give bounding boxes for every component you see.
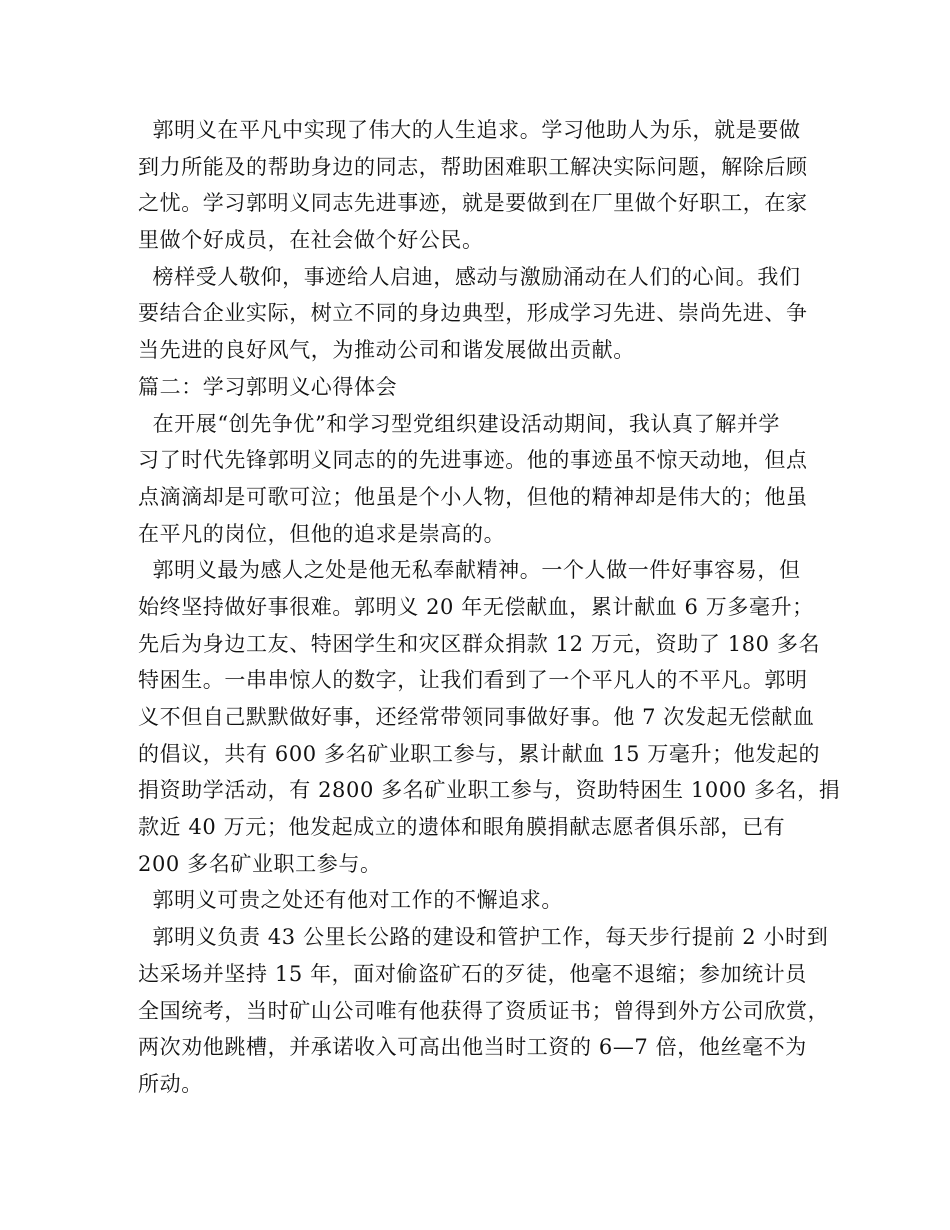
text-line: 的倡议，共有 600 多名矿业职工参与，累计献血 15 万毫升；他发起的 xyxy=(138,741,821,766)
text-line: 里做个好成员，在社会做个好公民。 xyxy=(138,228,484,253)
text-line: 始终坚持做好事很难。郭明义 20 年无偿献血，累计献血 6 万多毫升； xyxy=(138,594,814,619)
text-line: 郭明义可贵之处还有他对工作的不懈追求。 xyxy=(138,888,563,913)
text-line: 两次劝他跳槽，并承诺收入可高出他当时工资的 6—7 倍，他丝毫不为 xyxy=(138,1035,807,1060)
text-line: 郭明义在平凡中实现了伟大的人生追求。学习他助人为乐，就是要做 xyxy=(138,118,801,142)
text-line: 特困生。一串串惊人的数字，让我们看到了一个平凡人的不平凡。郭明 xyxy=(138,668,808,693)
text-line: 榜样受人敬仰，事迹给人启迪，感动与激励涌动在人们的心间。我们 xyxy=(138,264,801,289)
text-line: 全国统考，当时矿山公司唯有他获得了资质证书；曾得到外方公司欣赏， xyxy=(138,998,830,1023)
text-line: 郭明义负责 43 公里长公路的建设和管护工作，每天步行提前 2 小时到 xyxy=(138,925,829,950)
text-line: 当先进的良好风气，为推动公司和谐发展做出贡献。 xyxy=(138,338,635,363)
text-line: 到力所能及的帮助身边的同志，帮助困难职工解决实际问题，解除后顾 xyxy=(138,154,808,179)
text-line: 款近 40 万元；他发起成立的遗体和眼角膜捐献志愿者俱乐部，已有 xyxy=(138,815,786,840)
text-line: 之忧。学习郭明义同志先进事迹，就是要做到在厂里做个好职工，在家 xyxy=(138,191,808,216)
document-page xyxy=(138,112,841,1103)
text-line: 义不但自己默默做好事，还经常带领同事做好事。他 7 次发起无偿献血 xyxy=(138,705,815,729)
text-line: 郭明义最为感人之处是他无私奉献精神。一个人做一件好事容易，但 xyxy=(138,558,801,583)
text-line: 点滴滴却是可歌可泣；他虽是个小人物，但他的精神却是伟大的；他虽 xyxy=(138,484,808,509)
text-line: 达采场并坚持 15 年，面对偷盗矿石的歹徒，他毫不退缩；参加统计员 xyxy=(138,961,807,986)
text-line: 200 多名矿业职工参与。 xyxy=(138,851,382,876)
text-line: 在平凡的岗位，但他的追求是崇高的。 xyxy=(138,521,506,546)
text-line: 要结合企业实际，树立不同的身边典型，形成学习先进、崇尚先进、争 xyxy=(138,301,808,326)
text-line: 习了时代先锋郭明义同志的的先进事迹。他的事迹虽不惊天动地，但点 xyxy=(138,448,808,473)
text-line: 捐资助学活动，有 2800 多名矿业职工参与，资助特困生 1000 多名，捐 xyxy=(138,778,841,803)
text-line: 所动。 xyxy=(138,1071,203,1096)
section-heading: 篇二：学习郭明义心得体会 xyxy=(138,374,398,399)
text-line: 在开展“创先争优”和学习型党组织建设活动期间，我认真了解并学 xyxy=(138,411,781,436)
text-line: 先后为身边工友、特困学生和灾区群众捐款 12 万元，资助了 180 多名 xyxy=(138,631,821,656)
